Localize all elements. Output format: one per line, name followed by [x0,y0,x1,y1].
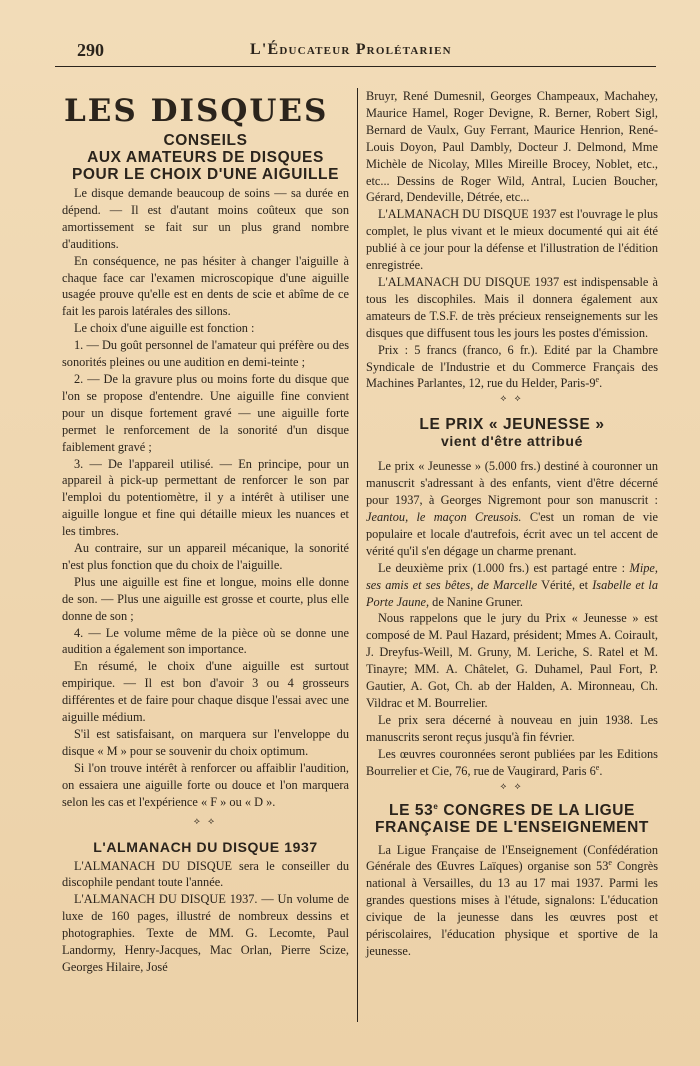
header-rule [55,66,656,67]
paragraph: La Ligue Française de l'Enseignement (Confédération Générale des Œuvres Laïques) organise son 53e Congrès national à Versailles, du 13 au 17 mai 1937. Parmi les grandes questions mises à l'étude, signalons: L'éducation civique de la jeunesse dans les œuvres post et périscolaires, l'éducation physique et sportive de la jeunesse. [366,842,658,958]
paragraph: L'ALMANACH DU DISQUE 1937 est l'ouvrage le plus complet, le plus vivant et le mieux documenté qui ait été publié à ce jour pour la défense et l'illustration de l'édition enregistrée. [366,207,658,273]
paragraph: Si l'on trouve intérêt à renforcer ou affaiblir l'audition, on essaiera une aiguille forte ou douce et l'on marquera selon les cas et l'expérience « F » ou « D ». [62,760,349,809]
right-column [366,88,658,960]
running-header [62,38,655,64]
prix-title-1: LE PRIX « JEUNESSE » [419,416,605,434]
congres-title-1: LE 53e CONGRES DE LA LIGUE [389,801,635,819]
paragraph: Bruyr, René Dumesnil, Georges Champeaux, Machahey, Maurice Hamel, Roger Devigne, R. Berner, Robert Sigl, Bernard de Vaulx, Guy Ferrant, Maurice Henrion, René-Louis Doyon, Paul Dambly, Docteur J. Delmond, Mme Michèle de Nicolay, Mlles Mireille Brocey, Noblet, etc., etc... Dessins de Roger Wild, Antral, Lucien Boucher, Gérard, Dendeville, Détrée, etc... [366,89,658,205]
left-column [62,88,349,976]
paragraph: Les œuvres couronnées seront publiées par les Editions Bourrelier et Cie, 76, rue de Vaugirard, Paris 6e. [366,746,658,778]
paragraph: Plus une aiguille est fine et longue, moins elle donne de son. — Plus une aiguille est grosse et courte, plus elle donne de son ; [62,574,349,623]
page-number: 290 [77,40,104,60]
paragraph: Le prix sera décerné à nouveau en juin 1938. Les manuscrits seront reçus jusqu'à fin février. [366,712,658,744]
paragraph: L'ALMANACH DU DISQUE sera le conseiller du discophile pendant toute l'année. [62,858,349,890]
paragraph: 1. — Du goût personnel de l'amateur qui préfère ou des sonorités pleines ou une audition en demi-teinte ; [62,338,349,370]
paragraph: Nous rappelons que le jury du Prix « Jeunesse » est composé de M. Paul Hazard, président; Mmes A. Coirault, J. Dreyfus-Weill, M. Gruny, M. Leriche, S. Ratel et M. Tinayre; MM. A. Châtelet, G. Duhamel, Paul Fort, P. Gautier, A. Got, Ch. ab der Halden, A. Mironneau, Ch. Vildrac et M. Bourrelier. [366,611,658,710]
conseils-title-2: AUX AMATEURS DE DISQUES [87,149,324,166]
paragraph: Le prix « Jeunesse » (5.000 frs.) destiné à couronner un manuscrit s'adressant à des enfants, vient d'être décerné pour 1937, à Georges Nigremont pour son manuscrit : Jeantou, le maçon Creusois. C'est un roman de vie populaire et locale d'autrefois, écrit avec un tel accent de vérité qu'il s'en dégage un charme prenant. [366,459,658,558]
masthead: LES DISQUES [64,93,329,129]
paragraph: Le choix d'une aiguille est fonction : [74,321,255,336]
paragraph: Au contraire, sur un appareil mécanique, la sonorité n'est plus fonction que du choix de l'aiguille. [62,541,349,572]
section-separator: ⟡ ⟡ [193,815,218,826]
paragraph: En conséquence, ne pas hésiter à changer l'aiguille à chaque face car l'examen microscopique d'une aiguille usagée prouve qu'elle est en dents de scie et abîme de ce fait les parois latérales des sillons. [62,253,349,319]
paragraph: L'ALMANACH DU DISQUE 1937 est indispensable à tous les discophiles. Mais il donnera également aux amateurs de T.S.F. de très précieux renseignements sur les disques que diffusent tous les jours les postes d'émission. [366,274,658,340]
paragraph: L'ALMANACH DU DISQUE 1937. — Un volume de luxe de 160 pages, illustré de nombreux dessins et photographies. Texte de MM. G. Lecomte, Paul Landormy, Henry-Jacques, Mac Orlan, Pierre Scize, Georges Hilaire, José [62,892,349,974]
paragraph: 2. — De la gravure plus ou moins forte du disque que l'on se propose d'entendre. Une aiguille fine convient pour un disque fortement gravé — une aiguille forte permet le renforcement de la sonorité d'un disque faiblement gravé ; [62,371,349,454]
paragraph: Le deuxième prix (1.000 frs.) est partagé entre : Mipe, ses amis et ses bêtes, de Marcelle Vérité, et Isabelle et la Porte Jaune, de Nanine Gruner. [366,560,658,609]
column-divider [357,88,358,1022]
prix-title-2: vient d'être attribué [441,433,583,450]
paragraph: Prix : 5 francs (franco, 6 fr.). Edité par la Chambre Syndicale de l'Industrie et du Commerce Français des Machines Parlantes, 12, rue du Helder, Paris-9e. [366,342,658,391]
paragraph: Le disque demande beaucoup de soins — sa durée en dépend. — Il est d'autant moins coûteux que son amortissement se fait sur un plus grand nombre d'auditions. [62,186,349,251]
paragraph: S'il est satisfaisant, on marquera sur l'enveloppe du disque « M » pour se souvenir du choix optimum. [62,727,349,758]
paragraph: 4. — Le volume même de la pièce où se donne une audition a également son importance. [62,625,349,657]
paragraph: 3. — De l'appareil utilisé. — En principe, pour un appareil à pick-up permettant de renforcer le son par l'emploi du potentiomètre, il y a intérêt à utiliser une aiguille longue et fine qui détaille mieux les nuances et les timbres. [62,456,349,539]
paragraph: En résumé, le choix d'une aiguille est surtout empirique. — Il est bon d'avoir 3 ou 4 grosseurs différentes et de faire pour chaque disque l'essai avec une aiguille médium. [62,659,349,725]
almanach-title: L'ALMANACH DU DISQUE 1937 [93,838,318,855]
conseils-title-3: POUR LE CHOIX D'UNE AIGUILLE [71,166,340,183]
conseils-title-1: CONSEILS [163,132,248,149]
journal-title: L'Éducateur Prolétarien [250,41,452,58]
congres-title-2: FRANÇAISE DE L'ENSEIGNEMENT [375,818,649,836]
section-separator: ⟡ ⟡ [500,393,524,404]
section-separator: ⟡ ⟡ [500,780,524,791]
